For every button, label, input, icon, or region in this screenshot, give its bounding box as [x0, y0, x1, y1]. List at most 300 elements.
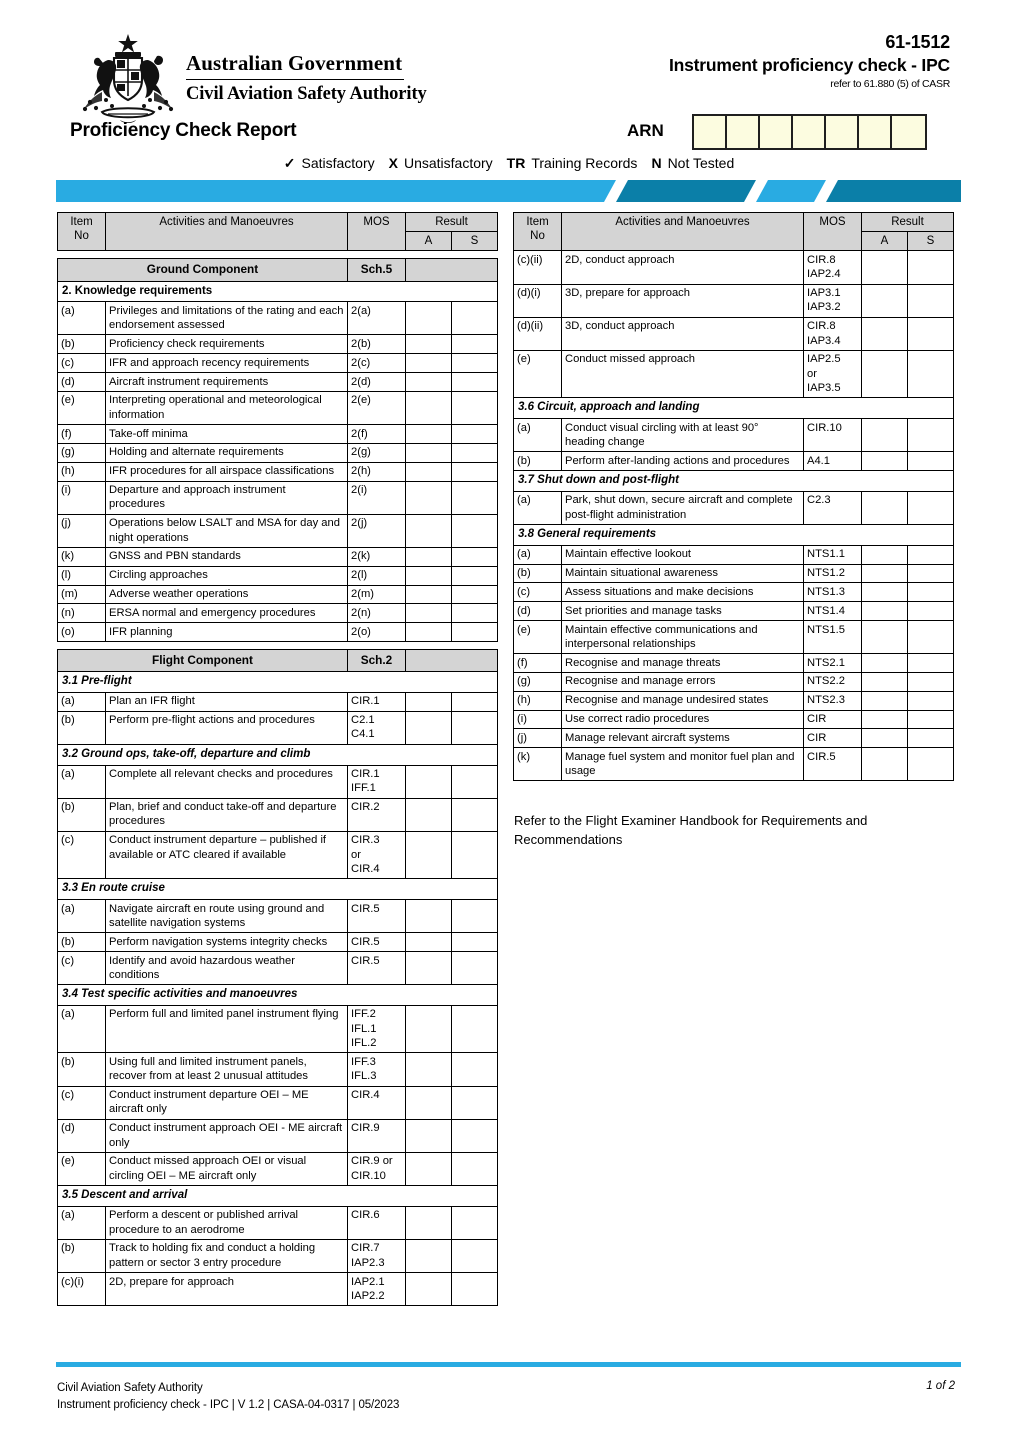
- row-activity: Plan, brief and conduct take-off and departure procedures: [106, 798, 348, 831]
- row-result-a-cell[interactable]: [406, 604, 452, 623]
- row-mos: [348, 1206, 406, 1239]
- row-item-no: (c): [58, 952, 106, 985]
- row-mos-line: C2.3: [807, 494, 831, 507]
- row-result-a-cell[interactable]: [862, 491, 908, 524]
- row-result-s-cell[interactable]: [452, 900, 498, 933]
- row-result-a-cell[interactable]: [406, 1152, 452, 1185]
- table-row: [514, 452, 954, 471]
- row-result-a-cell[interactable]: [862, 654, 908, 673]
- row-activity: Take-off minima: [106, 425, 348, 444]
- legend-label: Not Tested: [667, 155, 735, 171]
- table-row: [58, 566, 498, 585]
- row-mos: [804, 350, 862, 397]
- row-result-s-cell[interactable]: [452, 692, 498, 711]
- row-activity: Recognise and manage threats: [562, 654, 804, 673]
- row-result-s-cell[interactable]: [452, 1152, 498, 1185]
- row-mos: [348, 1152, 406, 1185]
- row-mos-line: 2(k): [351, 550, 371, 563]
- row-item-no: (b): [58, 1053, 106, 1086]
- row-mos: [348, 1119, 406, 1152]
- legend-label: Unsatisfactory: [403, 155, 493, 171]
- arn-character-box[interactable]: [793, 116, 826, 148]
- row-activity: Conduct instrument departure – published if available or ATC cleared if available: [106, 831, 348, 878]
- table-row: [58, 373, 498, 392]
- row-item-no: (e): [514, 621, 562, 654]
- row-item-no: (j): [58, 514, 106, 547]
- col-header-result: Result: [862, 213, 954, 232]
- row-result-s-cell[interactable]: [452, 566, 498, 585]
- col-header-item-line1: Item: [526, 215, 549, 228]
- row-result-a-cell[interactable]: [406, 952, 452, 985]
- row-result-a-cell[interactable]: [406, 1086, 452, 1119]
- row-result-s-cell[interactable]: [908, 710, 954, 729]
- row-activity: IFR procedures for all airspace classifications: [106, 462, 348, 481]
- row-activity: GNSS and PBN standards: [106, 547, 348, 566]
- row-item-no: (a): [514, 419, 562, 452]
- section-heading-label: 3.4 Test specific activities and manoeuvres: [58, 985, 498, 1006]
- row-result-a-cell[interactable]: [406, 798, 452, 831]
- row-activity: Perform full and limited panel instrument flying: [106, 1005, 348, 1052]
- table-row: [514, 583, 954, 602]
- row-activity: ERSA normal and emergency procedures: [106, 604, 348, 623]
- row-mos-line: 2(a): [351, 304, 371, 317]
- row-mos: [348, 604, 406, 623]
- row-activity: 2D, conduct approach: [562, 251, 804, 284]
- row-result-s-cell[interactable]: [452, 585, 498, 604]
- row-item-no: (f): [58, 425, 106, 444]
- arn-input[interactable]: [692, 114, 927, 150]
- row-result-s-cell[interactable]: [908, 583, 954, 602]
- row-result-s-cell[interactable]: [452, 933, 498, 952]
- row-item-no: (b): [58, 1239, 106, 1272]
- row-mos-line: 2(g): [351, 446, 371, 459]
- row-activity: Maintain effective communications and interpersonal relationships: [562, 621, 804, 654]
- legend-symbol: ✓: [283, 155, 296, 171]
- row-activity: Departure and approach instrument procedures: [106, 481, 348, 514]
- row-mos-line: NTS2.2: [807, 675, 845, 688]
- row-mos-line: CIR.10: [351, 1169, 386, 1182]
- arn-character-box[interactable]: [892, 116, 925, 148]
- row-result-a-cell[interactable]: [406, 391, 452, 424]
- row-item-no: (n): [58, 604, 106, 623]
- row-result-s-cell[interactable]: [452, 462, 498, 481]
- row-mos-line: CIR.5: [351, 935, 380, 948]
- row-result-a-cell[interactable]: [862, 672, 908, 691]
- row-result-s-cell[interactable]: [908, 691, 954, 710]
- row-mos-line: 2(m): [351, 588, 374, 600]
- row-mos: [348, 1053, 406, 1086]
- row-result-a-cell[interactable]: [862, 710, 908, 729]
- row-item-no: (d): [514, 602, 562, 621]
- row-item-no: (a): [58, 692, 106, 711]
- row-mos-line: CIR.9: [351, 1122, 380, 1135]
- row-result-a-cell[interactable]: [862, 284, 908, 317]
- row-mos: [348, 481, 406, 514]
- row-mos: [348, 900, 406, 933]
- row-mos-line: IFF.3: [351, 1055, 376, 1068]
- row-mos: [348, 354, 406, 373]
- arn-character-box[interactable]: [727, 116, 760, 148]
- footer-line-2: Instrument proficiency check - IPC | V 1.2 | CASA-04-0317 | 05/2023: [57, 1399, 400, 1412]
- row-result-s-cell[interactable]: [452, 1086, 498, 1119]
- arn-character-box[interactable]: [760, 116, 793, 148]
- row-item-no: (g): [58, 443, 106, 462]
- row-item-no: (a): [58, 1206, 106, 1239]
- row-result-s-cell[interactable]: [908, 729, 954, 748]
- row-result-s-cell[interactable]: [908, 284, 954, 317]
- row-result-s-cell[interactable]: [452, 514, 498, 547]
- row-mos-line: A4.1: [807, 454, 831, 467]
- row-result-a-cell[interactable]: [406, 547, 452, 566]
- row-result-a-cell[interactable]: [862, 317, 908, 350]
- section-heading-label: 3.6 Circuit, approach and landing: [514, 398, 954, 419]
- row-mos-line: 2(h): [351, 465, 371, 478]
- component-result-blank: [406, 649, 498, 671]
- table-row: [514, 419, 954, 452]
- row-activity: Conduct instrument approach OEI - ME aircraft only: [106, 1119, 348, 1152]
- section-heading-label: 2. Knowledge requirements: [58, 281, 498, 302]
- row-result-s-cell[interactable]: [452, 443, 498, 462]
- table-row: [514, 654, 954, 673]
- row-mos-line: CIR.4: [351, 1089, 380, 1102]
- australian-coat-of-arms-icon: [72, 30, 184, 128]
- row-result-a-cell[interactable]: [406, 623, 452, 642]
- table-row: [58, 692, 498, 711]
- row-activity: Identify and avoid hazardous weather conditions: [106, 952, 348, 985]
- row-mos-line: 2(n): [351, 606, 371, 619]
- row-mos: [348, 585, 406, 604]
- row-item-no: (b): [58, 798, 106, 831]
- row-item-no: (b): [514, 452, 562, 471]
- table-row: [58, 1273, 498, 1306]
- row-mos: [348, 1273, 406, 1306]
- row-item-no: (l): [58, 566, 106, 585]
- row-result-s-cell[interactable]: [908, 452, 954, 471]
- table-row: [58, 798, 498, 831]
- row-item-no: (h): [58, 462, 106, 481]
- australian-government-text: Australian Government: [186, 51, 403, 75]
- table-row: [58, 1152, 498, 1185]
- row-result-a-cell[interactable]: [406, 1053, 452, 1086]
- page-header: [0, 0, 1018, 178]
- row-result-a-cell[interactable]: [406, 585, 452, 604]
- row-result-a-cell[interactable]: [862, 251, 908, 284]
- table-spacer-row: [58, 251, 498, 259]
- row-mos-line: NTS1.5: [807, 623, 845, 636]
- row-mos-line: CIR.9 or: [351, 1155, 393, 1168]
- row-mos-line: IFF.2: [351, 1008, 376, 1021]
- row-mos: [348, 798, 406, 831]
- row-activity: Holding and alternate requirements: [106, 443, 348, 462]
- row-mos-line: 2(j): [351, 517, 368, 530]
- row-result-s-cell[interactable]: [452, 798, 498, 831]
- row-result-a-cell[interactable]: [406, 711, 452, 744]
- row-mos: [804, 452, 862, 471]
- table-row: [58, 952, 498, 985]
- row-result-s-cell[interactable]: [452, 604, 498, 623]
- row-activity: Conduct missed approach: [562, 350, 804, 397]
- row-result-s-cell[interactable]: [452, 547, 498, 566]
- row-result-a-cell[interactable]: [862, 545, 908, 564]
- row-mos: [348, 425, 406, 444]
- row-result-s-cell[interactable]: [452, 952, 498, 985]
- row-result-a-cell[interactable]: [862, 564, 908, 583]
- row-result-a-cell[interactable]: [406, 1119, 452, 1152]
- row-activity: Adverse weather operations: [106, 585, 348, 604]
- row-result-a-cell[interactable]: [406, 335, 452, 354]
- col-header-result-a: A: [406, 232, 452, 251]
- row-result-a-cell[interactable]: [406, 1206, 452, 1239]
- table-row: [58, 900, 498, 933]
- row-result-a-cell[interactable]: [406, 514, 452, 547]
- col-header-mos: MOS: [804, 213, 862, 251]
- row-mos-line: CIR.7: [351, 1242, 380, 1255]
- row-activity: Proficiency check requirements: [106, 335, 348, 354]
- table-row: [58, 1086, 498, 1119]
- row-item-no: (o): [58, 623, 106, 642]
- row-mos-line: NTS2.1: [807, 656, 845, 669]
- row-result-s-cell[interactable]: [908, 564, 954, 583]
- page-number: 1 of 2: [926, 1380, 955, 1392]
- row-item-no: (e): [58, 1152, 106, 1185]
- row-mos-line: 2(b): [351, 337, 371, 350]
- row-mos-line: CIR.5: [351, 954, 380, 967]
- row-item-no: (d): [58, 1119, 106, 1152]
- section-heading-label: 3.7 Shut down and post-flight: [514, 471, 954, 492]
- table-header-row: [58, 213, 498, 232]
- row-activity: 3D, conduct approach: [562, 317, 804, 350]
- row-activity: Conduct missed approach OEI or visual circling OEI – ME aircraft only: [106, 1152, 348, 1185]
- row-item-no: (a): [58, 302, 106, 335]
- row-result-s-cell[interactable]: [908, 350, 954, 397]
- row-result-a-cell[interactable]: [862, 748, 908, 781]
- row-mos: [348, 933, 406, 952]
- row-result-a-cell[interactable]: [406, 354, 452, 373]
- row-result-s-cell[interactable]: [452, 425, 498, 444]
- row-activity: Operations below LSALT and MSA for day and night operations: [106, 514, 348, 547]
- row-result-a-cell[interactable]: [406, 765, 452, 798]
- row-result-a-cell[interactable]: [406, 443, 452, 462]
- footer-line-1: Civil Aviation Safety Authority: [57, 1382, 203, 1394]
- row-mos-line: IAP2.5: [807, 353, 841, 366]
- table-row: [514, 491, 954, 524]
- row-mos: [348, 711, 406, 744]
- table-row: [514, 621, 954, 654]
- row-result-s-cell[interactable]: [452, 391, 498, 424]
- row-item-no: (k): [514, 748, 562, 781]
- row-activity: Recognise and manage errors: [562, 672, 804, 691]
- row-item-no: (g): [514, 672, 562, 691]
- row-item-no: (b): [58, 711, 106, 744]
- row-activity: Perform navigation systems integrity checks: [106, 933, 348, 952]
- row-item-no: (c): [58, 354, 106, 373]
- wordmark-divider: [186, 79, 404, 81]
- table-row: [58, 462, 498, 481]
- row-mos: [348, 831, 406, 878]
- row-result-a-cell[interactable]: [862, 691, 908, 710]
- row-mos-line: C2.1: [351, 714, 375, 727]
- row-result-s-cell[interactable]: [452, 354, 498, 373]
- table-row: [58, 1206, 498, 1239]
- row-mos-line: NTS1.4: [807, 604, 845, 617]
- row-result-a-cell[interactable]: [406, 1239, 452, 1272]
- row-result-s-cell[interactable]: [908, 602, 954, 621]
- row-result-a-cell[interactable]: [406, 566, 452, 585]
- section-heading-label: 3.1 Pre-flight: [58, 672, 498, 693]
- table-row: [514, 350, 954, 397]
- row-result-s-cell[interactable]: [452, 1239, 498, 1272]
- row-activity: Plan an IFR flight: [106, 692, 348, 711]
- row-activity: Maintain situational awareness: [562, 564, 804, 583]
- row-item-no: (c): [514, 583, 562, 602]
- row-mos: [804, 251, 862, 284]
- row-result-s-cell[interactable]: [908, 491, 954, 524]
- arn-label: ARN: [627, 121, 664, 140]
- col-header-item-line1: Item: [70, 215, 93, 228]
- row-result-a-cell[interactable]: [862, 419, 908, 452]
- section-heading-row: [58, 672, 498, 693]
- row-mos-line: IFL.3: [351, 1070, 377, 1083]
- table-row: [514, 602, 954, 621]
- row-activity: 2D, prepare for approach: [106, 1273, 348, 1306]
- row-mos-line: CIR.4: [351, 862, 380, 875]
- col-header-result-s: S: [908, 232, 954, 251]
- table-row: [58, 1005, 498, 1052]
- row-mos-line: 2(i): [351, 484, 368, 497]
- table-row: [514, 691, 954, 710]
- row-result-a-cell[interactable]: [406, 425, 452, 444]
- row-item-no: (f): [514, 654, 562, 673]
- row-activity: Complete all relevant checks and procedures: [106, 765, 348, 798]
- table-spacer-row: [58, 641, 498, 649]
- row-item-no: (a): [514, 545, 562, 564]
- row-result-a-cell[interactable]: [406, 481, 452, 514]
- row-result-a-cell[interactable]: [406, 373, 452, 392]
- row-result-a-cell[interactable]: [862, 621, 908, 654]
- row-item-no: (d): [58, 373, 106, 392]
- row-mos-line: IAP3.4: [807, 334, 841, 347]
- row-mos: [348, 514, 406, 547]
- row-result-s-cell[interactable]: [452, 1053, 498, 1086]
- row-result-a-cell[interactable]: [406, 462, 452, 481]
- component-mos: Sch.2: [348, 649, 406, 671]
- row-mos-line: IAP2.4: [807, 268, 841, 281]
- row-result-s-cell[interactable]: [908, 672, 954, 691]
- row-activity: Privileges and limitations of the rating and each endorsement assessed: [106, 302, 348, 335]
- decorative-banner: [56, 180, 961, 202]
- table-row: [514, 710, 954, 729]
- arn-character-box[interactable]: [826, 116, 859, 148]
- row-mos: [348, 765, 406, 798]
- row-item-no: (a): [514, 491, 562, 524]
- row-result-s-cell[interactable]: [908, 317, 954, 350]
- table-row: [58, 711, 498, 744]
- row-result-a-cell[interactable]: [862, 350, 908, 397]
- row-mos-line: IFL.2: [351, 1037, 377, 1050]
- row-result-s-cell[interactable]: [452, 1206, 498, 1239]
- row-result-s-cell[interactable]: [452, 765, 498, 798]
- row-item-no: (i): [514, 710, 562, 729]
- row-mos-line: IAP3.1: [807, 287, 841, 300]
- table-row: [58, 831, 498, 878]
- section-heading-row: [58, 1185, 498, 1206]
- row-activity: IFR planning: [106, 623, 348, 642]
- row-mos: [804, 621, 862, 654]
- section-heading-row: [514, 398, 954, 419]
- row-result-a-cell[interactable]: [862, 583, 908, 602]
- row-result-s-cell[interactable]: [452, 711, 498, 744]
- row-result-a-cell[interactable]: [406, 302, 452, 335]
- row-item-no: (m): [58, 585, 106, 604]
- row-result-s-cell[interactable]: [452, 481, 498, 514]
- row-mos: [348, 335, 406, 354]
- row-item-no: (e): [58, 391, 106, 424]
- row-mos: [804, 491, 862, 524]
- legend-symbol: X: [388, 155, 398, 171]
- row-result-a-cell[interactable]: [406, 1005, 452, 1052]
- row-result-s-cell[interactable]: [452, 1273, 498, 1306]
- row-result-s-cell[interactable]: [908, 748, 954, 781]
- section-heading-row: [58, 985, 498, 1006]
- row-item-no: (a): [58, 765, 106, 798]
- row-result-s-cell[interactable]: [908, 654, 954, 673]
- row-result-s-cell[interactable]: [452, 623, 498, 642]
- row-mos: [804, 672, 862, 691]
- row-result-s-cell[interactable]: [452, 831, 498, 878]
- row-result-s-cell[interactable]: [908, 545, 954, 564]
- row-result-s-cell[interactable]: [452, 335, 498, 354]
- col-header-item-line2: No: [530, 230, 545, 243]
- row-result-a-cell[interactable]: [862, 452, 908, 471]
- row-result-a-cell[interactable]: [406, 900, 452, 933]
- row-result-a-cell[interactable]: [862, 729, 908, 748]
- row-result-s-cell[interactable]: [452, 373, 498, 392]
- row-result-a-cell[interactable]: [406, 692, 452, 711]
- row-item-no: (e): [514, 350, 562, 397]
- row-mos: [348, 1239, 406, 1272]
- row-activity: Using full and limited instrument panels, recover from at least 2 unusual attitudes: [106, 1053, 348, 1086]
- arn-character-box[interactable]: [859, 116, 892, 148]
- row-result-a-cell[interactable]: [406, 831, 452, 878]
- government-wordmark: [186, 52, 486, 105]
- row-result-s-cell[interactable]: [908, 621, 954, 654]
- row-mos-line: CIR: [807, 713, 827, 726]
- row-mos-line: IFL.1: [351, 1022, 377, 1035]
- casa-text: Civil Aviation Safety Authority: [186, 84, 427, 105]
- row-activity: Track to holding fix and conduct a holding pattern or sector 3 entry procedure: [106, 1239, 348, 1272]
- row-result-a-cell[interactable]: [406, 1273, 452, 1306]
- row-result-s-cell[interactable]: [452, 1119, 498, 1152]
- row-item-no: (h): [514, 691, 562, 710]
- col-header-result: Result: [406, 213, 498, 232]
- row-mos-line: CIR.6: [351, 1209, 380, 1222]
- arn-character-box[interactable]: [694, 116, 727, 148]
- row-mos-line: CIR.5: [351, 902, 380, 915]
- row-result-a-cell[interactable]: [406, 933, 452, 952]
- row-mos-line: NTS1.1: [807, 548, 845, 561]
- row-result-a-cell[interactable]: [862, 602, 908, 621]
- row-result-s-cell[interactable]: [452, 302, 498, 335]
- row-result-s-cell[interactable]: [452, 1005, 498, 1052]
- section-heading-row: [514, 524, 954, 545]
- row-mos: [348, 1086, 406, 1119]
- row-result-s-cell[interactable]: [908, 419, 954, 452]
- row-activity: Perform pre-flight actions and procedures: [106, 711, 348, 744]
- row-mos-line: CIR.1: [351, 695, 380, 708]
- row-mos: [348, 462, 406, 481]
- section-heading-row: [58, 744, 498, 765]
- row-result-s-cell[interactable]: [908, 251, 954, 284]
